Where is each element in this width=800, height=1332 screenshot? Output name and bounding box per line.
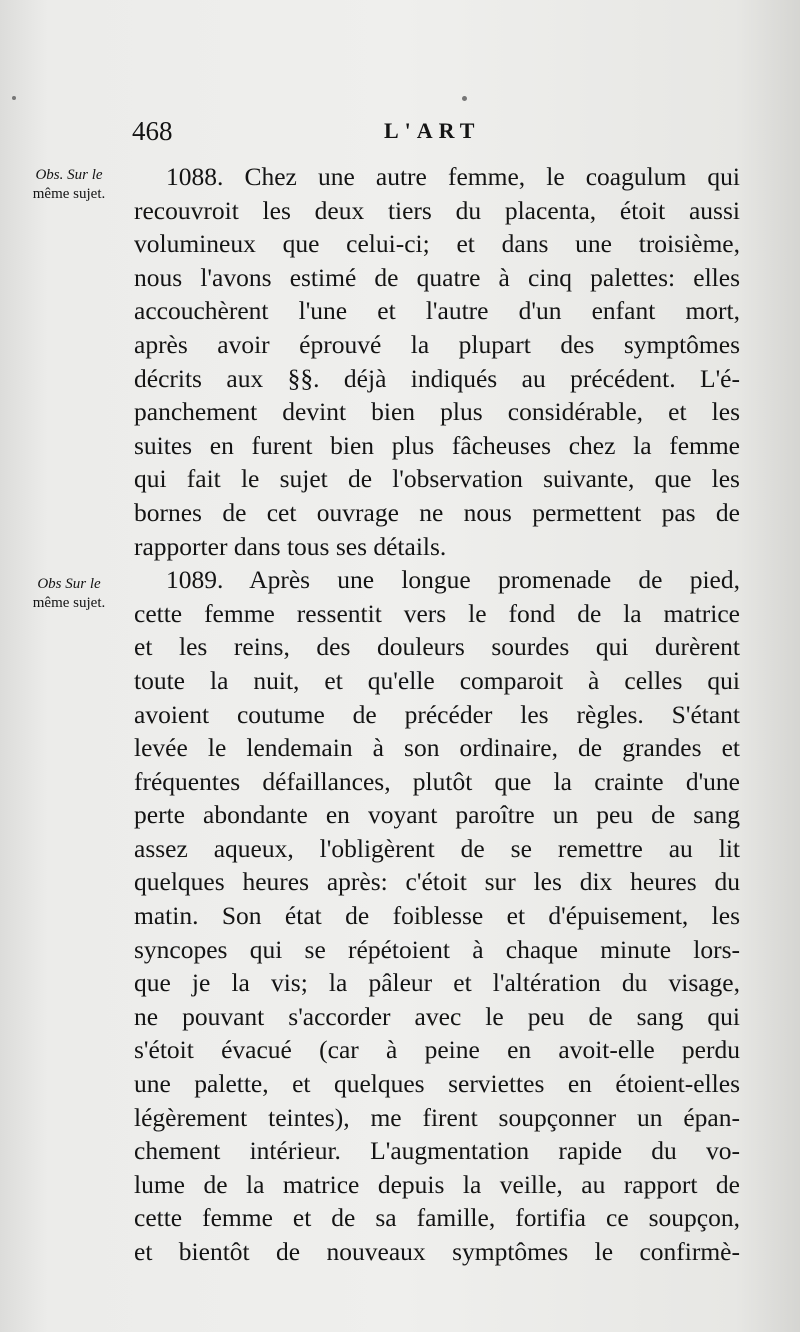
text-line: décrits aux §§. déjà indiqués au précédent. L'é-	[134, 363, 740, 393]
text-line: suites en furent bien plus fâcheuses chez la femme	[134, 430, 740, 460]
text-line: qui fait le sujet de l'observation suivante, que les	[134, 464, 740, 494]
text-line: 1089. Après une longue promenade de pied,	[166, 565, 740, 595]
text-line: une palette, et quelques serviettes en étoient-elles	[134, 1069, 740, 1099]
text-line: s'étoit évacué (car à peine en avoit-elle perdu	[134, 1035, 740, 1065]
page-header	[132, 116, 762, 152]
text-line: avoient coutume de précéder les règles. S'étant	[134, 699, 740, 729]
text-line: matin. Son état de foiblesse et d'épuisement, les	[134, 901, 740, 931]
margin-note-line: même sujet.	[32, 595, 106, 611]
text-line: chement intérieur. L'augmentation rapide du vo-	[134, 1136, 740, 1166]
text-line: assez aqueux, l'obligèrent de se remettre au lit	[134, 833, 740, 863]
text-line: accouchèrent l'une et l'autre d'un enfant mort,	[134, 296, 740, 326]
margin-note-line: Obs. Sur le	[35, 167, 103, 183]
text-line: 1088. Chez une autre femme, le coagulum qui	[166, 162, 740, 191]
text-line: et bientôt de nouveaux symptômes le confirmè-	[134, 1237, 740, 1266]
text-line: lume de la matrice depuis la veille, au rapport de	[134, 1169, 740, 1199]
text-line: ne pouvant s'accorder avec le peu de sang qui	[134, 1001, 740, 1031]
text-line: recouvroit les deux tiers du placenta, étoit aussi	[134, 195, 740, 225]
text-line: cette femme et de sa famille, fortifia ce soupçon,	[134, 1203, 740, 1233]
text-line: nous l'avons estimé de quatre à cinq palettes: elles	[134, 262, 740, 292]
text-line: syncopes qui se répétoient à chaque minute lors-	[134, 934, 740, 964]
text-line: cette femme ressentit vers le fond de la matrice	[134, 598, 740, 628]
ink-speck	[462, 96, 467, 101]
text-line: légèrement teintes), me firent soupçonner un épan-	[134, 1102, 740, 1132]
text-line: quelques heures après: c'étoit sur les dix heures du	[134, 867, 740, 897]
running-title: L'ART	[384, 118, 481, 143]
ink-speck	[12, 96, 16, 100]
text-line: que je la vis; la pâleur et l'altération du visage,	[134, 968, 740, 998]
margin-note-line: même sujet.	[32, 186, 106, 202]
text-line: après avoir éprouvé la plupart des symptômes	[134, 329, 740, 359]
text-line: perte abondante en voyant paroître un peu de sang	[134, 800, 740, 830]
margin-note-line: Obs Sur le	[37, 576, 101, 592]
body-text	[134, 160, 740, 1269]
text-line: volumineux que celui-ci; et dans une troisième,	[134, 229, 740, 259]
text-line: panchement devint bien plus considérable, et les	[134, 397, 740, 427]
text-line: levée le lendemain à son ordinaire, de grandes et	[134, 733, 740, 763]
text-line: toute la nuit, et qu'elle comparoit à celles qui	[134, 665, 740, 695]
text-line: et les reins, des douleurs sourdes qui durèrent	[134, 632, 740, 662]
text-line: rapporter dans tous ses détails.	[134, 531, 447, 561]
text-line: bornes de cet ouvrage ne nous permettent pas de	[134, 497, 740, 527]
page-number: 468	[132, 116, 173, 146]
text-line: fréquentes défaillances, plutôt que la crainte d'une	[134, 766, 740, 796]
margin-note-1	[8, 166, 130, 204]
margin-note-2	[8, 575, 130, 613]
